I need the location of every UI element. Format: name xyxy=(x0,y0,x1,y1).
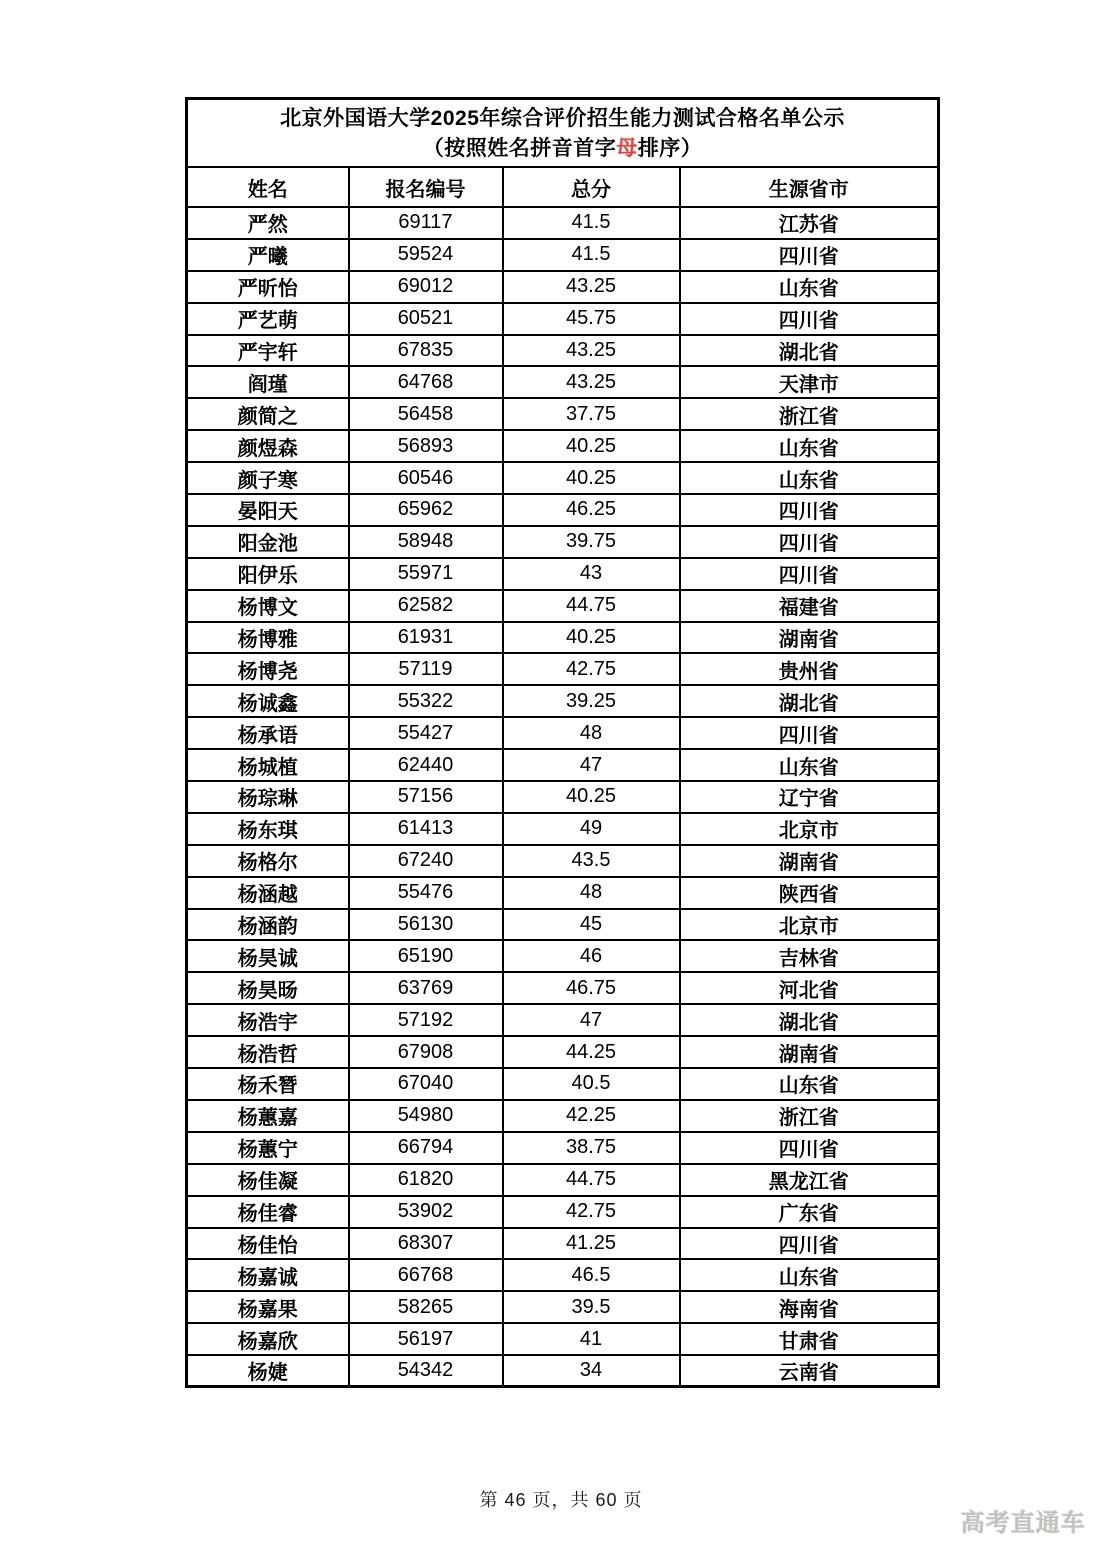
province-cell: 吉林省 xyxy=(680,940,939,972)
reg-no-cell: 56197 xyxy=(349,1323,503,1355)
score-cell: 43.25 xyxy=(503,271,680,303)
score-cell: 38.75 xyxy=(503,1132,680,1164)
name-cell: 杨婕 xyxy=(187,1355,349,1387)
province-cell: 四川省 xyxy=(680,494,939,526)
name-cell: 杨格尔 xyxy=(187,845,349,877)
reg-no-cell: 67835 xyxy=(349,335,503,367)
name-cell: 杨嘉诚 xyxy=(187,1259,349,1291)
qualified-list-table xyxy=(185,97,940,1388)
score-cell: 41.25 xyxy=(503,1228,680,1260)
table-row xyxy=(187,1004,939,1036)
reg-no-cell: 55476 xyxy=(349,877,503,909)
table-row xyxy=(187,303,939,335)
score-cell: 46 xyxy=(503,940,680,972)
table-row xyxy=(187,1196,939,1228)
reg-no-cell: 64768 xyxy=(349,366,503,398)
subtitle-highlighted-char: 母 xyxy=(616,137,638,160)
column-header-name: 姓名 xyxy=(187,167,349,207)
name-cell: 杨琮琳 xyxy=(187,781,349,813)
table-row xyxy=(187,366,939,398)
province-cell: 湖北省 xyxy=(680,335,939,367)
reg-no-cell: 61931 xyxy=(349,622,503,654)
score-cell: 42.25 xyxy=(503,1100,680,1132)
page-number-footer: 第 46 页，共 60 页 xyxy=(479,1490,643,1510)
province-cell: 山东省 xyxy=(680,1068,939,1100)
province-cell: 山东省 xyxy=(680,462,939,494)
score-cell: 40.25 xyxy=(503,462,680,494)
reg-no-cell: 67040 xyxy=(349,1068,503,1100)
province-cell: 湖北省 xyxy=(680,685,939,717)
province-cell: 河北省 xyxy=(680,972,939,1004)
table-row xyxy=(187,940,939,972)
score-cell: 46.75 xyxy=(503,972,680,1004)
province-cell: 北京市 xyxy=(680,813,939,845)
reg-no-cell: 57156 xyxy=(349,781,503,813)
name-cell: 严曦 xyxy=(187,239,349,271)
score-cell: 39.75 xyxy=(503,526,680,558)
province-cell: 湖北省 xyxy=(680,1004,939,1036)
score-cell: 46.25 xyxy=(503,494,680,526)
score-cell: 40.25 xyxy=(503,430,680,462)
province-cell: 四川省 xyxy=(680,239,939,271)
table-row xyxy=(187,207,939,239)
score-cell: 45.75 xyxy=(503,303,680,335)
score-cell: 41.5 xyxy=(503,207,680,239)
name-cell: 杨蕙嘉 xyxy=(187,1100,349,1132)
province-cell: 湖南省 xyxy=(680,1036,939,1068)
column-header-score: 总分 xyxy=(503,167,680,207)
header-row xyxy=(187,167,939,207)
name-cell: 严宇轩 xyxy=(187,335,349,367)
province-cell: 辽宁省 xyxy=(680,781,939,813)
name-cell: 严昕怡 xyxy=(187,271,349,303)
score-cell: 48 xyxy=(503,877,680,909)
score-cell: 45 xyxy=(503,909,680,941)
score-cell: 42.75 xyxy=(503,1196,680,1228)
score-cell: 37.75 xyxy=(503,398,680,430)
reg-no-cell: 66794 xyxy=(349,1132,503,1164)
score-cell: 44.25 xyxy=(503,1036,680,1068)
reg-no-cell: 55427 xyxy=(349,717,503,749)
province-cell: 湖南省 xyxy=(680,845,939,877)
reg-no-cell: 56893 xyxy=(349,430,503,462)
score-cell: 39.25 xyxy=(503,685,680,717)
province-cell: 四川省 xyxy=(680,558,939,590)
province-cell: 四川省 xyxy=(680,526,939,558)
table-row xyxy=(187,1259,939,1291)
score-cell: 40.25 xyxy=(503,622,680,654)
table-row xyxy=(187,909,939,941)
table-row xyxy=(187,685,939,717)
score-cell: 41 xyxy=(503,1323,680,1355)
watermark-text: 高考直通车 xyxy=(961,1510,1086,1537)
reg-no-cell: 61820 xyxy=(349,1164,503,1196)
name-cell: 杨佳凝 xyxy=(187,1164,349,1196)
reg-no-cell: 59524 xyxy=(349,239,503,271)
table-row xyxy=(187,526,939,558)
province-cell: 江苏省 xyxy=(680,207,939,239)
table-row xyxy=(187,1355,939,1387)
reg-no-cell: 68307 xyxy=(349,1228,503,1260)
reg-no-cell: 55322 xyxy=(349,685,503,717)
column-header-province: 生源省市 xyxy=(680,167,939,207)
score-cell: 44.75 xyxy=(503,1164,680,1196)
table-row xyxy=(187,1228,939,1260)
table-row xyxy=(187,335,939,367)
table-row xyxy=(187,1323,939,1355)
name-cell: 阎瑾 xyxy=(187,366,349,398)
reg-no-cell: 58948 xyxy=(349,526,503,558)
province-cell: 广东省 xyxy=(680,1196,939,1228)
table-row xyxy=(187,430,939,462)
table-row xyxy=(187,1036,939,1068)
reg-no-cell: 69117 xyxy=(349,207,503,239)
name-cell: 晏阳天 xyxy=(187,494,349,526)
name-cell: 杨嘉果 xyxy=(187,1291,349,1323)
name-cell: 杨涵韵 xyxy=(187,909,349,941)
score-cell: 42.75 xyxy=(503,653,680,685)
table-row xyxy=(187,1068,939,1100)
table-row xyxy=(187,781,939,813)
table-row xyxy=(187,558,939,590)
reg-no-cell: 65962 xyxy=(349,494,503,526)
name-cell: 杨城植 xyxy=(187,749,349,781)
name-cell: 杨嘉欣 xyxy=(187,1323,349,1355)
reg-no-cell: 67908 xyxy=(349,1036,503,1068)
province-cell: 甘肃省 xyxy=(680,1323,939,1355)
table-row xyxy=(187,622,939,654)
reg-no-cell: 60546 xyxy=(349,462,503,494)
page-title: 北京外国语大学2025年综合评价招生能力测试合格名单公示 xyxy=(280,107,845,130)
table-row xyxy=(187,653,939,685)
table-title-cell xyxy=(187,99,939,168)
title-row xyxy=(187,99,939,168)
name-cell: 颜煜森 xyxy=(187,430,349,462)
province-cell: 天津市 xyxy=(680,366,939,398)
table-row xyxy=(187,972,939,1004)
province-cell: 浙江省 xyxy=(680,1100,939,1132)
name-cell: 杨昊诚 xyxy=(187,940,349,972)
name-cell: 杨浩哲 xyxy=(187,1036,349,1068)
reg-no-cell: 65190 xyxy=(349,940,503,972)
province-cell: 山东省 xyxy=(680,271,939,303)
table-row xyxy=(187,239,939,271)
reg-no-cell: 57119 xyxy=(349,653,503,685)
reg-no-cell: 61413 xyxy=(349,813,503,845)
table-body xyxy=(187,207,939,1387)
name-cell: 杨禾朁 xyxy=(187,1068,349,1100)
name-cell: 杨昊旸 xyxy=(187,972,349,1004)
reg-no-cell: 56130 xyxy=(349,909,503,941)
province-cell: 四川省 xyxy=(680,1132,939,1164)
province-cell: 黑龙江省 xyxy=(680,1164,939,1196)
reg-no-cell: 66768 xyxy=(349,1259,503,1291)
name-cell: 杨博雅 xyxy=(187,622,349,654)
table-row xyxy=(187,749,939,781)
reg-no-cell: 56458 xyxy=(349,398,503,430)
name-cell: 严然 xyxy=(187,207,349,239)
name-cell: 阳金池 xyxy=(187,526,349,558)
score-cell: 40.5 xyxy=(503,1068,680,1100)
table-row xyxy=(187,494,939,526)
reg-no-cell: 62440 xyxy=(349,749,503,781)
name-cell: 杨佳怡 xyxy=(187,1228,349,1260)
name-cell: 颜子寒 xyxy=(187,462,349,494)
reg-no-cell: 54342 xyxy=(349,1355,503,1387)
score-cell: 44.75 xyxy=(503,590,680,622)
name-cell: 杨涵越 xyxy=(187,877,349,909)
score-cell: 40.25 xyxy=(503,781,680,813)
name-cell: 杨佳睿 xyxy=(187,1196,349,1228)
table-row xyxy=(187,1100,939,1132)
name-cell: 杨承语 xyxy=(187,717,349,749)
table-row xyxy=(187,398,939,430)
score-cell: 46.5 xyxy=(503,1259,680,1291)
score-cell: 43 xyxy=(503,558,680,590)
name-cell: 严艺萌 xyxy=(187,303,349,335)
name-cell: 杨博尧 xyxy=(187,653,349,685)
subtitle-prefix: （按照姓名拼音首字 xyxy=(422,137,617,160)
name-cell: 杨浩宇 xyxy=(187,1004,349,1036)
table-row xyxy=(187,813,939,845)
reg-no-cell: 53902 xyxy=(349,1196,503,1228)
score-cell: 43.25 xyxy=(503,366,680,398)
province-cell: 山东省 xyxy=(680,749,939,781)
score-cell: 48 xyxy=(503,717,680,749)
table-row xyxy=(187,1132,939,1164)
province-cell: 云南省 xyxy=(680,1355,939,1387)
score-cell: 43.25 xyxy=(503,335,680,367)
table-row xyxy=(187,717,939,749)
province-cell: 四川省 xyxy=(680,717,939,749)
score-cell: 47 xyxy=(503,749,680,781)
province-cell: 海南省 xyxy=(680,1291,939,1323)
reg-no-cell: 62582 xyxy=(349,590,503,622)
reg-no-cell: 60521 xyxy=(349,303,503,335)
reg-no-cell: 58265 xyxy=(349,1291,503,1323)
table-row xyxy=(187,1291,939,1323)
province-cell: 浙江省 xyxy=(680,398,939,430)
score-cell: 49 xyxy=(503,813,680,845)
table-row xyxy=(187,845,939,877)
score-cell: 39.5 xyxy=(503,1291,680,1323)
score-cell: 43.5 xyxy=(503,845,680,877)
province-cell: 陕西省 xyxy=(680,877,939,909)
reg-no-cell: 69012 xyxy=(349,271,503,303)
province-cell: 贵州省 xyxy=(680,653,939,685)
table-row xyxy=(187,1164,939,1196)
score-cell: 41.5 xyxy=(503,239,680,271)
score-cell: 34 xyxy=(503,1355,680,1387)
name-cell: 阳伊乐 xyxy=(187,558,349,590)
reg-no-cell: 67240 xyxy=(349,845,503,877)
column-header-reg-no: 报名编号 xyxy=(349,167,503,207)
subtitle-suffix: 排序） xyxy=(637,137,703,160)
name-cell: 杨诚鑫 xyxy=(187,685,349,717)
score-cell: 47 xyxy=(503,1004,680,1036)
province-cell: 北京市 xyxy=(680,909,939,941)
page-subtitle xyxy=(188,134,937,164)
province-cell: 四川省 xyxy=(680,303,939,335)
table-row xyxy=(187,462,939,494)
reg-no-cell: 55971 xyxy=(349,558,503,590)
reg-no-cell: 54980 xyxy=(349,1100,503,1132)
table-row xyxy=(187,271,939,303)
name-cell: 颜简之 xyxy=(187,398,349,430)
province-cell: 山东省 xyxy=(680,1259,939,1291)
reg-no-cell: 63769 xyxy=(349,972,503,1004)
table-row xyxy=(187,877,939,909)
province-cell: 四川省 xyxy=(680,1228,939,1260)
name-cell: 杨东琪 xyxy=(187,813,349,845)
province-cell: 山东省 xyxy=(680,430,939,462)
reg-no-cell: 57192 xyxy=(349,1004,503,1036)
province-cell: 福建省 xyxy=(680,590,939,622)
name-cell: 杨博文 xyxy=(187,590,349,622)
name-cell: 杨蕙宁 xyxy=(187,1132,349,1164)
table-row xyxy=(187,590,939,622)
province-cell: 湖南省 xyxy=(680,622,939,654)
